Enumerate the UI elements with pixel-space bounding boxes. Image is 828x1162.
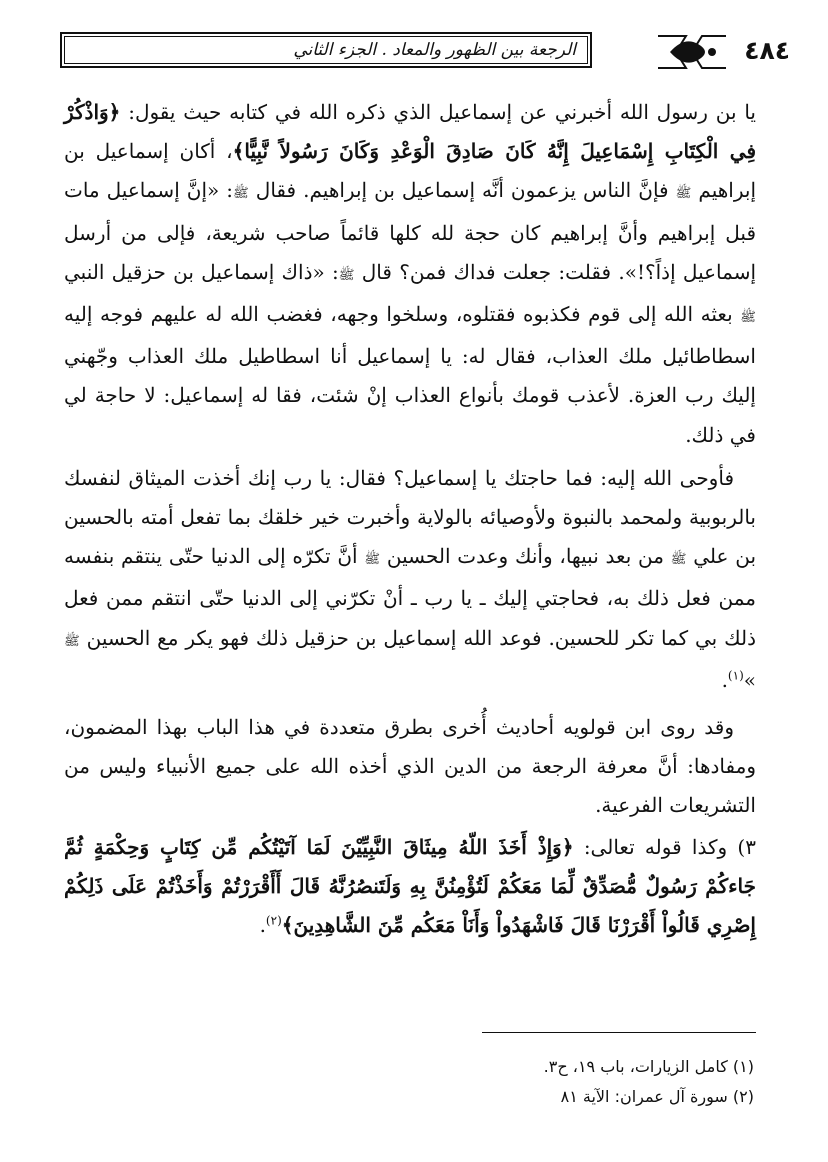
footnote-divider [482, 1032, 756, 1033]
paragraph: وقد روى ابن قولويه أحاديث أُخرى بطرق متعددة في هذا الباب بهذا المضمون، ومفادها: أنَّ معرفة الرجعة من الدين الذي أخذه الله على جميع الأنبياء وليس من التشريعات الفرعية. [64, 715, 756, 818]
honorific-symbol: ﷺ [64, 633, 80, 649]
footnotes [400, 1052, 754, 1112]
paragraph: فأوحى الله إليه: فما حاجتك يا إسماعيل؟ فقال: يا رب إنك أخذت الميثاق لنفسك بالربوبية ولمحمد بالنبوة ولأوصيائه بالولاية وأخبرت خير خلقك بما تفعل أمته بالحسين بن علي ﷺ من بعد نبيها، وأنك وعدت الحسين ﷺ أنَّ تكرّه إلى الدنيا حتّى ينتقم بنفسه ممن فعل ذلك به، فحاجتي إليك ـ يا رب ـ أنْ تكرّني إلى الدنيا حتّى انتقم ممن فعل ذلك بي كما تكر للحسين. فوعد الله إسماعيل بن حزقيل ذلك فهو يكر مع الحسين ﷺ »$^{(١)}$. [64, 465, 757, 692]
page-header [60, 30, 790, 78]
footnote: (١) كامل الزيارات، باب ١٩، ح٣. [543, 1057, 754, 1076]
page-number: ٤٨٤ [744, 36, 790, 65]
footnote-ref: (٢) [265, 913, 282, 928]
honorific-symbol: ﷺ [740, 310, 756, 326]
ornament-emblem-icon [656, 32, 728, 72]
honorific-symbol: ﷺ [670, 552, 687, 568]
honorific-symbol: ﷺ [233, 186, 249, 202]
quran-verse: ﴿وَإِذْ أَخَذَ اللّهُ مِيثَاقَ النَّبِيِّيْنَ لَمَا آتَيْتُكُم مِّن كِتَابٍ وَحِكْمَةٍ ثُمَّ جَاءكُمْ رَسُولٌ مُّصَدِّقٌ لِّمَا مَعَكُمْ لَتُؤْمِنُنَّ بِهِ وَلَتَنصُرُنَّهُ قَالَ أَأَقْرَرْتُمْ وَأَخَذْتُمْ عَلَى ذَلِكُمْ إِصْرِي قَالُواْ أَقْرَرْنَا قَالَ فَاشْهَدُواْ وَأَنَاْ مَعَكُم مِّنَ الشَّاهِدِينَ﴾ [64, 834, 756, 938]
paragraph: يا بن رسول الله أخبرني عن إسماعيل الذي ذكره الله في كتابه حيث يقول: ﴿وَاذْكُرْ فِي الْكِتَابِ إِسْمَاعِيلَ إِنَّهُ كَانَ صَادِقَ الْوَعْدِ وَكَانَ رَسُولاً نَّبِيًّا﴾، أكان إسماعيل بن إبراهيم ﷺ فإنَّ الناس يزعمون أنَّه إسماعيل بن إبراهيم. فقال ﷺ: «إنَّ إسماعيل مات قبل إبراهيم وأنَّ إبراهيم كان حجة لله كلها قائماً صاحب شريعة، فإلى من أرسل إسماعيل إذاً؟!». فقلت: جعلت فداك فمن؟ قال ﷺ: «ذاك إسماعيل بن حزقيل النبي ﷺ بعثه الله إلى قوم فكذبوه فقتلوه، وسلخوا وجهه، فغضب الله له عليهم فوجه إليه اسطاطائيل ملك العذاب، فقال له: يا إسماعيل أنا اسطاطيل ملك العذاب وجّهني إليك رب العزة. لأعذب قومك بأنواع العذاب إنْ شئت، فقا له إسماعيل: لا حاجة لي في ذلك. [64, 100, 757, 447]
paragraph: ٣) وكذا قوله تعالى: ﴿وَإِذْ أَخَذَ اللّهُ مِيثَاقَ النَّبِيِّيْنَ لَمَا آتَيْتُكُم مِّن كِتَابٍ وَحِكْمَةٍ ثُمَّ جَاءكُمْ رَسُولٌ مُّصَدِّقٌ لِّمَا مَعَكُمْ لَتُؤْمِنُنَّ بِهِ وَلَتَنصُرُنَّهُ قَالَ أَأَقْرَرْتُمْ وَأَخَذْتُمْ عَلَى ذَلِكُمْ إِصْرِي قَالُواْ أَقْرَرْنَا قَالَ فَاشْهَدُواْ وَأَنَاْ مَعَكُم مِّنَ الشَّاهِدِينَ﴾$^{(٢)}$. [64, 834, 756, 938]
honorific-symbol: ﷺ [675, 186, 692, 202]
main-text [64, 93, 756, 945]
honorific-symbol: ﷺ [364, 552, 381, 568]
footnote: (٢) سورة آل عمران: الآية ٨١ [560, 1087, 754, 1106]
quran-verse: ﴿وَاذْكُرْ فِي الْكِتَابِ إِسْمَاعِيلَ إِنَّهُ كَانَ صَادِقَ الْوَعْدِ وَكَانَ رَسُولاً نَّبِيًّا﴾ [64, 100, 757, 164]
honorific-symbol: ﷺ [338, 267, 355, 283]
footnote-ref: (١) [727, 668, 744, 683]
running-title: الرجعة بين الظهور والمعاد . الجزء الثاني [60, 32, 592, 68]
